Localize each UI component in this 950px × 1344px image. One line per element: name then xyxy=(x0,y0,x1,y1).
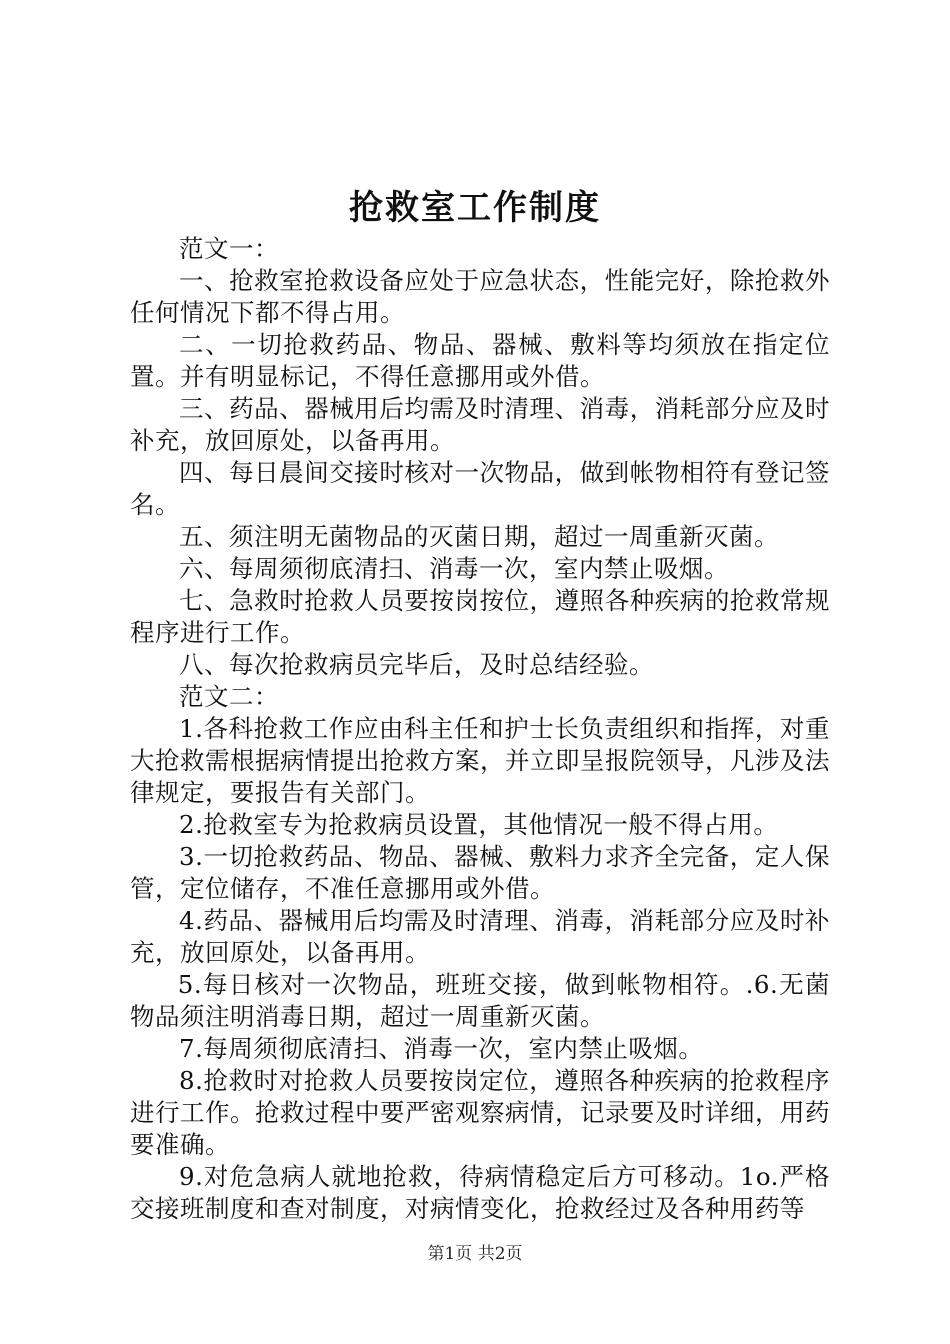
paragraph-rule-4: 四、每日晨间交接时核对一次物品，做到帐物相符有登记签名。 xyxy=(130,458,830,519)
page-footer: 第1页 共2页 xyxy=(427,1244,523,1264)
paragraph-rule-7: 七、急救时抢救人员要按岗按位，遵照各种疾病的抢救常规程序进行工作。 xyxy=(130,586,830,647)
paragraph-heading-sample-2: 范文二： xyxy=(179,682,279,711)
paragraph-item-5-6: 5.每日核对一次物品，班班交接，做到帐物相符。.6.无菌物品须注明消毒日期，超过一周重新灭菌。 xyxy=(130,970,830,1031)
paragraph-rule-8: 八、每次抢救病员完毕后，及时总结经验。 xyxy=(179,650,654,679)
paragraph-item-9-10: 9.对危急病人就地抢救，待病情稳定后方可移动。1o.严格交接班制度和查对制度，对病情变化，抢救经过及各种用药等 xyxy=(130,1162,830,1223)
paragraph-rule-2: 二、一切抢救药品、物品、器械、敷料等均须放在指定位置。并有明显标记，不得任意挪用或外借。 xyxy=(130,330,830,391)
paragraph-item-8: 8.抢救时对抢救人员要按岗定位，遵照各种疾病的抢救程序进行工作。抢救过程中要严密观察病情，记录要及时详细，用药要准确。 xyxy=(130,1066,830,1159)
paragraph-rule-5: 五、须注明无菌物品的灭菌日期，超过一周重新灭菌。 xyxy=(179,522,779,551)
document-title: 抢救室工作制度 xyxy=(349,188,601,228)
document-body xyxy=(130,233,830,1225)
paragraph-rule-3: 三、药品、器械用后均需及时清理、消毒，消耗部分应及时补充，放回原处，以备再用。 xyxy=(130,394,830,455)
paragraph-item-4: 4.药品、器械用后均需及时清理、消毒，消耗部分应及时补充，放回原处，以备再用。 xyxy=(130,906,830,967)
paragraph-heading-sample-1: 范文一： xyxy=(179,234,279,263)
paragraph-item-2: 2.抢救室专为抢救病员设置，其他情况一般不得占用。 xyxy=(179,810,779,839)
paragraph-item-3: 3.一切抢救药品、物品、器械、敷料力求齐全完备，定人保管，定位储存，不准任意挪用或外借。 xyxy=(130,842,830,903)
paragraph-item-1: 1.各科抢救工作应由科主任和护士长负责组织和指挥，对重大抢救需根据病情提出抢救方案，并立即呈报院领导，凡涉及法律规定，要报告有关部门。 xyxy=(130,714,830,807)
paragraph-rule-1: 一、抢救室抢救设备应处于应急状态，性能完好，除抢救外任何情况下都不得占用。 xyxy=(130,266,830,327)
paragraph-rule-6: 六、每周须彻底清扫、消毒一次，室内禁止吸烟。 xyxy=(179,554,729,583)
paragraph-item-7: 7.每周须彻底清扫、消毒一次，室内禁止吸烟。 xyxy=(179,1034,704,1063)
